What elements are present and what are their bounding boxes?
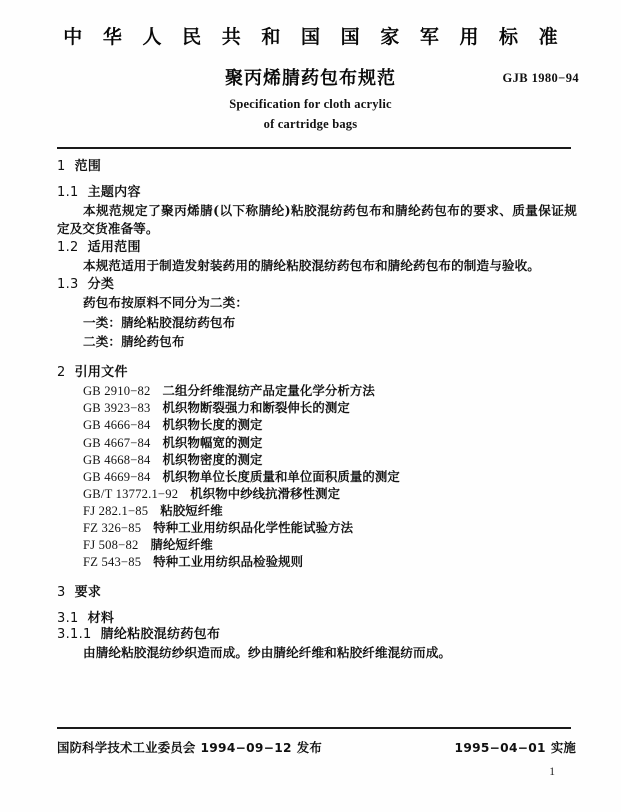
classification-item-2: 二类：腈纶药包布 [83, 334, 185, 350]
standard-number: GJB 1980−94 [502, 71, 579, 85]
issuing-authority: 国防科学技术工业委员会 [57, 740, 196, 755]
reference-item [57, 485, 577, 501]
section-heading-3 [57, 586, 577, 599]
document-subtitle-english-line2: of cartridge bags [263, 117, 358, 131]
reference-code: FJ 282.1−85 [83, 503, 149, 518]
section-number-2: 2 [57, 365, 66, 381]
national-military-standard-masthead: 中 华 人 民 共 和 国 国 家 军 用 标 准 [63, 26, 565, 48]
reference-item [57, 502, 577, 518]
reference-code: FJ 508−82 [83, 538, 139, 553]
reference-code: GB 2910−82 [83, 384, 151, 399]
section-number-1-3: 1.3 [57, 276, 79, 292]
reference-title: 特种工业用纺织品检验规则 [153, 554, 304, 570]
footer-issuer-block [57, 738, 322, 756]
reference-item [57, 468, 577, 484]
referenced-documents-list [57, 385, 577, 569]
classification-item-1: 一类：腈纶粘胶混纺药包布 [83, 314, 236, 330]
section-label-2: 引用文件 [74, 365, 128, 381]
reference-title: 机织物断裂强力和断裂伸长的测定 [162, 400, 350, 416]
page-number: 1 [549, 766, 555, 778]
section-body-1-2: 本规范适用于制造发射装药用的腈纶粘胶混纺药包布和腈纶药包布的制造与验收。 [83, 257, 540, 273]
reference-title: 机织物中纱线抗滑移性测定 [190, 485, 341, 501]
section-heading-2 [57, 366, 577, 379]
section-label-3-1: 材料 [87, 611, 115, 627]
reference-title: 腈纶短纤维 [150, 537, 213, 553]
footer-effective-block [455, 738, 576, 756]
reference-title: 粘胶短纤维 [160, 502, 223, 518]
section-label-3: 要求 [74, 585, 102, 601]
section-heading-3-1 [57, 612, 577, 625]
spacer [57, 353, 577, 366]
effective-date: 1995−04−01 [454, 741, 546, 755]
reference-title: 二组分纤维混纺产品定量化学分析方法 [162, 383, 375, 399]
section-number-1-1: 1.1 [57, 185, 79, 200]
spacer [57, 603, 577, 612]
effective-verb: 实施 [550, 740, 576, 755]
section-number-3-1-1: 3.1.1 [57, 627, 92, 643]
reference-code: GB/T 13772.1−92 [83, 486, 179, 501]
reference-item [57, 539, 577, 552]
section-heading-1-2 [57, 241, 577, 254]
document-body [57, 160, 577, 664]
issue-verb: 发布 [296, 740, 322, 755]
section-label-3-1-1: 腈纶粘胶混纺药包布 [100, 627, 221, 643]
reference-code: FZ 543−85 [83, 555, 142, 570]
reference-title: 机织物长度的测定 [162, 417, 263, 433]
section-body-1-3: 药包布按原料不同分为二类： [83, 294, 249, 310]
section-label-1-2: 适用范围 [87, 239, 141, 255]
reference-item [57, 522, 577, 535]
section-number-3-1: 3.1 [57, 611, 79, 627]
reference-code: FZ 326−85 [83, 521, 142, 535]
reference-code: GB 4669−84 [83, 469, 151, 484]
section-label-1-3: 分类 [87, 276, 115, 292]
document-subtitle-english-line1: Specification for cloth acrylic [229, 97, 392, 111]
issue-date: 1994−09−12 [200, 741, 292, 755]
reference-code: GB 3923−83 [83, 401, 151, 416]
reference-title: 机织物幅宽的测定 [162, 434, 263, 450]
reference-title: 特种工业用纺织品化学性能试验方法 [153, 520, 354, 535]
footer-divider-rule [57, 727, 571, 729]
reference-item [57, 402, 577, 415]
reference-item [57, 434, 577, 450]
reference-item [57, 451, 577, 467]
reference-code: GB 4667−84 [83, 435, 151, 450]
section-body-3-1-1: 由腈纶粘胶混纺纱织造而成。纱由腈纶纤维和粘胶纤维混纺而成。 [83, 645, 452, 661]
section-heading-1 [57, 160, 577, 173]
header-divider-rule [57, 147, 571, 149]
document-title-chinese: 聚丙烯腈药包布规范 [225, 68, 396, 89]
section-number-1: 1 [57, 159, 66, 174]
section-heading-1-1 [57, 186, 577, 199]
section-label-1-1: 主题内容 [87, 185, 141, 200]
section-body-1-1: 本规范规定了聚丙烯腈(以下称腈纶)粘胶混纺药包布和腈纶药包布的要求、质量保证规定及交货准备等。 [57, 203, 577, 236]
section-number-1-2: 1.2 [57, 239, 79, 255]
reference-code: GB 4666−84 [83, 418, 151, 433]
reference-item [57, 385, 577, 398]
reference-code: GB 4668−84 [83, 452, 151, 467]
section-heading-3-1-1 [57, 628, 577, 641]
section-label-1: 范围 [74, 159, 102, 174]
reference-title: 机织物密度的测定 [162, 451, 263, 467]
spacer [57, 573, 577, 586]
reference-title: 机织物单位长度质量和单位面积质量的测定 [162, 468, 400, 484]
reference-item [57, 419, 577, 432]
section-number-3: 3 [57, 585, 66, 601]
reference-item [57, 556, 577, 569]
section-heading-1-3 [57, 278, 577, 291]
